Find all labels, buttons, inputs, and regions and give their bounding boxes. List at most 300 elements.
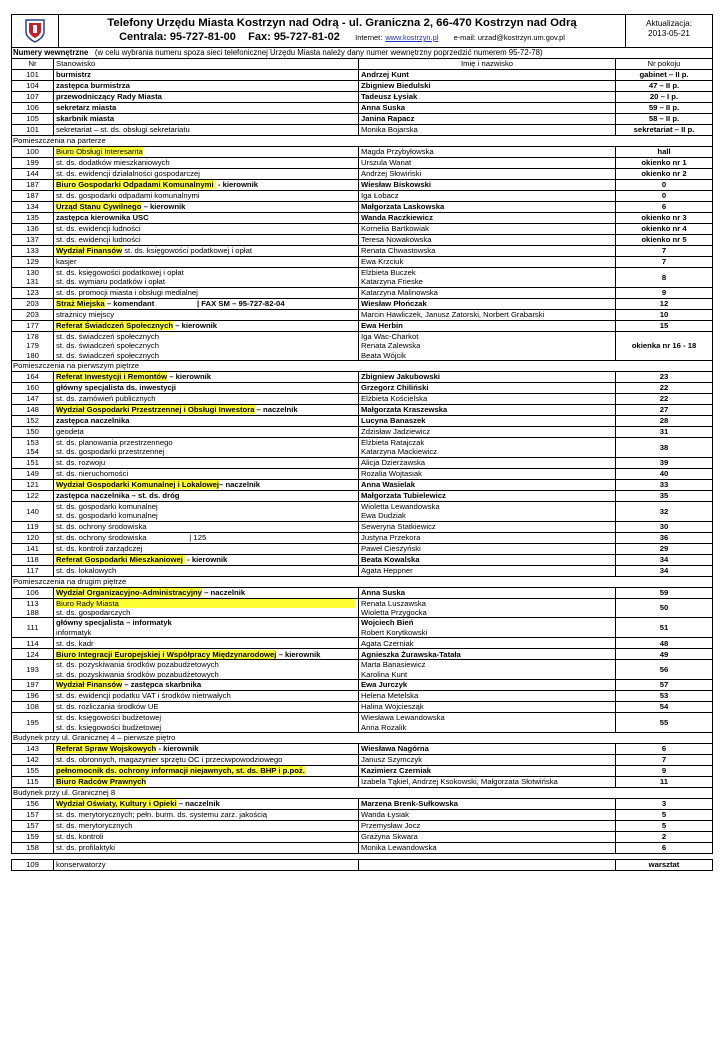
person-name: Wiesław Płończak xyxy=(361,299,427,309)
position-text: st. ds. świadczeń społecznych xyxy=(56,341,159,351)
row-position xyxy=(54,287,359,298)
row-position xyxy=(54,501,359,521)
row-room: 5 xyxy=(616,809,713,820)
row-room: 27 xyxy=(616,405,713,416)
row-person xyxy=(359,638,616,649)
extension-number: 143 xyxy=(26,744,39,754)
position-text: st. ds. księgowości podatkowej i opłat xyxy=(56,268,184,277)
row-room: 34 xyxy=(616,554,713,565)
row-room: okienko nr 4 xyxy=(616,224,713,235)
extension-number: 149 xyxy=(26,469,39,479)
row-number xyxy=(12,169,54,180)
position-text: st. ds. ewidencji ludności xyxy=(56,224,141,234)
position-text: – kierownik xyxy=(141,202,186,212)
row-position xyxy=(54,331,359,360)
row-position xyxy=(54,598,359,618)
position-text: st. ds. zamówień publicznych xyxy=(56,394,156,404)
extension-number: 195 xyxy=(26,717,39,727)
extension-number: 129 xyxy=(26,257,39,267)
extension-number: 188 xyxy=(26,608,39,618)
extension-number: 178 xyxy=(26,331,39,341)
row-room: 11 xyxy=(616,776,713,787)
person-name: Wanda Raczkiewicz xyxy=(361,213,433,223)
row-position xyxy=(54,246,359,257)
row-position xyxy=(54,820,359,831)
row-number xyxy=(12,713,54,733)
row-room: 55 xyxy=(616,713,713,733)
table-row xyxy=(12,235,713,246)
person-name: Agata Heppner xyxy=(361,565,413,575)
row-room: 2 xyxy=(616,831,713,842)
table-row xyxy=(12,202,713,213)
row-position xyxy=(54,754,359,765)
row-person xyxy=(359,191,616,202)
row-person xyxy=(359,660,616,680)
position-text: st. ds. kontroli xyxy=(56,832,104,842)
row-number xyxy=(12,103,54,114)
extension-number: 106 xyxy=(26,103,39,113)
extension-number: 203 xyxy=(26,310,39,320)
extension-number: 199 xyxy=(26,158,39,168)
table-row xyxy=(12,798,713,809)
row-number xyxy=(12,776,54,787)
table-row xyxy=(12,383,713,394)
header-title: Telefony Urzędu Miasta Kostrzyn nad Odrą - ul. Graniczna 2, 66-470 Kostrzyn nad Odrą xyxy=(107,17,577,29)
person-name: Elżbieta Kościelska xyxy=(361,394,428,404)
row-room: 32 xyxy=(616,501,713,521)
row-position xyxy=(54,743,359,754)
extension-number: 113 xyxy=(26,598,39,608)
person-name: Iga Wac-Charkot xyxy=(361,331,419,341)
centrala-number: Centrala: 95-727-81-00 xyxy=(119,31,236,43)
row-person xyxy=(359,287,616,298)
table-row xyxy=(12,820,713,831)
person-name: Marta Banasiewicz xyxy=(361,660,426,670)
position-text: sekretarz miasta xyxy=(56,103,117,113)
row-number xyxy=(12,438,54,458)
extension-number: 107 xyxy=(26,92,39,102)
extension-number: 193 xyxy=(26,664,39,674)
row-number xyxy=(12,81,54,92)
position-text: – komendant | FAX SM – 95-727-82-04 xyxy=(104,299,285,309)
row-position xyxy=(54,618,359,638)
row-position xyxy=(54,180,359,191)
row-person xyxy=(359,92,616,103)
person-name: Zbigniew Biedulski xyxy=(361,81,431,91)
person-name: Elżbieta Buczek xyxy=(361,268,416,277)
position-text: Biuro Obsługi Interesanta xyxy=(56,147,143,157)
row-number xyxy=(12,92,54,103)
table-row xyxy=(12,372,713,383)
row-room: 0 xyxy=(616,191,713,202)
email-address: e-mail: urzad@kostrzyn.um.gov.pl xyxy=(453,33,565,42)
person-name: Halina Wojciesząk xyxy=(361,702,424,712)
person-name: Marcin Hawliczek, Janusz Zatorski, Norbert Grabarski xyxy=(361,310,545,320)
row-person xyxy=(359,468,616,479)
row-person xyxy=(359,213,616,224)
table-row xyxy=(12,427,713,438)
intro-note xyxy=(11,48,713,58)
row-position xyxy=(54,394,359,405)
row-number xyxy=(12,543,54,554)
row-position xyxy=(54,587,359,598)
position-text: strażnicy miejscy xyxy=(56,310,115,320)
extension-number: 180 xyxy=(26,350,39,360)
row-room: 40 xyxy=(616,468,713,479)
row-position xyxy=(54,809,359,820)
table-row xyxy=(12,394,713,405)
table-row xyxy=(12,859,713,870)
person-name: Anna Rozalik xyxy=(361,722,407,732)
table-row xyxy=(12,660,713,680)
row-number xyxy=(12,309,54,320)
table-row xyxy=(12,598,713,618)
row-position xyxy=(54,565,359,576)
person-name: Elżbieta Ratajczak xyxy=(361,438,425,448)
person-name: Teresa Nowakowska xyxy=(361,235,432,245)
update-date: 2013-05-21 xyxy=(648,29,690,38)
row-person xyxy=(359,224,616,235)
table-row xyxy=(12,70,713,81)
extension-number: 152 xyxy=(26,416,39,426)
person-name: Lucyna Banaszek xyxy=(361,416,426,426)
row-room: 59 – II p. xyxy=(616,103,713,114)
row-person xyxy=(359,246,616,257)
row-position xyxy=(54,798,359,809)
col-nr: Nr xyxy=(12,59,54,70)
row-number xyxy=(12,394,54,405)
row-number xyxy=(12,246,54,257)
row-position xyxy=(54,309,359,320)
table-row xyxy=(12,331,713,360)
position-text: st. ds. merytorycznych; pełn. burm. ds. systemu zarz. jakością xyxy=(56,810,268,820)
row-person xyxy=(359,331,616,360)
position-text: kasjer xyxy=(56,257,77,267)
extension-number: 197 xyxy=(26,680,39,690)
row-number xyxy=(12,383,54,394)
row-person xyxy=(359,831,616,842)
row-person xyxy=(359,820,616,831)
table-row xyxy=(12,320,713,331)
row-person xyxy=(359,114,616,125)
row-number xyxy=(12,565,54,576)
person-name: Przemysław Jocz xyxy=(361,821,421,831)
position-text: st. ds. gospodarki komunalnej xyxy=(56,511,158,521)
row-position xyxy=(54,257,359,268)
row-position xyxy=(54,638,359,649)
position-text: Wydział Oświaty, Kultury i Opieki xyxy=(56,799,177,809)
position-text: st. ds. ochrony środowiska xyxy=(56,521,147,531)
row-number xyxy=(12,180,54,191)
position-text: – naczelnik xyxy=(254,405,298,415)
position-text: Biuro Radców Prawnych xyxy=(56,777,147,787)
row-position xyxy=(54,532,359,543)
extension-number: 114 xyxy=(26,638,39,648)
section-row xyxy=(12,361,713,372)
table-row xyxy=(12,691,713,702)
row-position xyxy=(54,213,359,224)
person-name: Renata Zalewska xyxy=(361,341,421,351)
row-number xyxy=(12,842,54,853)
row-room: 47 – II p. xyxy=(616,81,713,92)
table-row xyxy=(12,191,713,202)
table-row xyxy=(12,831,713,842)
extension-number: 115 xyxy=(26,777,39,787)
row-position xyxy=(54,92,359,103)
position-text: zastępca naczelnika – st. ds. dróg xyxy=(56,491,180,501)
row-number xyxy=(12,554,54,565)
row-room: 34 xyxy=(616,565,713,576)
person-name: Zbigniew Jakubowski xyxy=(361,372,441,382)
person-name: Agata Czerniak xyxy=(361,638,414,648)
row-number xyxy=(12,331,54,360)
extension-number: 164 xyxy=(26,372,39,382)
row-person xyxy=(359,809,616,820)
person-name: Wiesław Biskowski xyxy=(361,180,432,190)
person-name: Anna Suska xyxy=(361,587,406,597)
position-text: st. ds. lokalowych xyxy=(56,565,117,575)
position-text: główny specjalista – informatyk xyxy=(56,618,172,628)
position-text: st. ds. rozwoju xyxy=(56,458,106,468)
row-number xyxy=(12,809,54,820)
person-name: Urszula Wanat xyxy=(361,158,412,168)
person-name: Andrzej Kunt xyxy=(361,70,409,80)
person-name: Janusz Szymczyk xyxy=(361,755,423,765)
row-room: 12 xyxy=(616,298,713,309)
extension-number: 135 xyxy=(26,213,39,223)
extension-number: 157 xyxy=(26,821,39,831)
extension-number: 141 xyxy=(26,543,39,553)
person-name: Beata Kowalska xyxy=(361,554,420,564)
table-row xyxy=(12,554,713,565)
table-row xyxy=(12,702,713,713)
row-person xyxy=(359,169,616,180)
row-position xyxy=(54,702,359,713)
row-position xyxy=(54,713,359,733)
row-person xyxy=(359,765,616,776)
table-row xyxy=(12,543,713,554)
person-name: Iga Łobacz xyxy=(361,191,399,201)
section-title: Pomieszczenia na drugim piętrze xyxy=(12,576,713,587)
position-text: st. ds. ewidencji działalności gospodarczej xyxy=(56,169,201,179)
row-position xyxy=(54,543,359,554)
row-room: 56 xyxy=(616,660,713,680)
position-text: st. ds. gospodarki komunalnej xyxy=(56,501,158,511)
row-number xyxy=(12,765,54,776)
table-row xyxy=(12,754,713,765)
table-row xyxy=(12,776,713,787)
position-text: st. ds. dodatków mieszkaniowych xyxy=(56,158,170,168)
row-room: 9 xyxy=(616,287,713,298)
position-text: st. ds. kadr xyxy=(56,638,94,648)
row-room: 6 xyxy=(616,842,713,853)
extension-number: 144 xyxy=(26,169,39,179)
row-person xyxy=(359,158,616,169)
extension-number: 187 xyxy=(26,180,39,190)
row-position xyxy=(54,842,359,853)
extension-number: 124 xyxy=(26,649,39,659)
position-text: st. ds. gospodarki odpadami komunalnymi xyxy=(56,191,200,201)
extension-number: 156 xyxy=(26,799,39,809)
row-number xyxy=(12,427,54,438)
directory-table xyxy=(11,58,713,854)
row-position xyxy=(54,114,359,125)
row-person xyxy=(359,680,616,691)
person-name: Seweryna Statkiewicz xyxy=(361,521,436,531)
row-person xyxy=(359,691,616,702)
row-person xyxy=(359,147,616,158)
position-text: skarbnik miasta xyxy=(56,114,115,124)
table-row xyxy=(12,147,713,158)
extension-number: 157 xyxy=(26,810,39,820)
person-name: Ewa Herbin xyxy=(361,321,403,331)
row-person xyxy=(359,776,616,787)
row-number xyxy=(12,660,54,680)
person-name: Paweł Cieszyński xyxy=(361,543,421,553)
row-number xyxy=(12,691,54,702)
row-number xyxy=(12,479,54,490)
row-number xyxy=(12,743,54,754)
person-name: Katarzyna Mackiewicz xyxy=(361,447,438,457)
row-room: 22 xyxy=(616,383,713,394)
row-position xyxy=(54,680,359,691)
person-name: Kornelia Bartkowiak xyxy=(361,224,429,234)
position-text: Biuro Rady Miasta xyxy=(56,599,356,608)
row-person xyxy=(359,554,616,565)
row-person xyxy=(359,438,616,458)
extension-number: 177 xyxy=(26,321,39,331)
row-position xyxy=(54,416,359,427)
extension-number: 100 xyxy=(26,147,39,157)
table-row xyxy=(12,842,713,853)
city-crest-icon xyxy=(12,15,59,47)
extension-number: 136 xyxy=(26,224,39,234)
table-row xyxy=(12,180,713,191)
row-position xyxy=(54,490,359,501)
row-person xyxy=(359,490,616,501)
row-position xyxy=(54,479,359,490)
position-text: Wydział Finansów xyxy=(56,680,123,690)
row-position xyxy=(54,660,359,680)
row-position xyxy=(54,298,359,309)
row-room: okienka nr 16 - 18 xyxy=(616,331,713,360)
row-person xyxy=(359,587,616,598)
row-person xyxy=(359,427,616,438)
table-row xyxy=(12,565,713,576)
row-position xyxy=(54,81,359,92)
position-text: zastępca kierownika USC xyxy=(56,213,149,223)
extension-number: 122 xyxy=(26,491,39,501)
row-room: 6 xyxy=(616,202,713,213)
row-number xyxy=(12,416,54,427)
row-position xyxy=(54,103,359,114)
row-position xyxy=(54,521,359,532)
row-position xyxy=(54,468,359,479)
position-text: sekretariat – st. ds. obsługi sekretariatu xyxy=(56,125,190,135)
position-text: st. ds. merytorycznych xyxy=(56,821,133,831)
row-person xyxy=(359,618,616,638)
extension-number: 140 xyxy=(26,506,39,516)
row-room: 35 xyxy=(616,490,713,501)
table-row xyxy=(12,587,713,598)
row-room: sekretariat – II p. xyxy=(616,125,713,136)
position-text: st. ds. pozyskiwania środków pozabudżetowych xyxy=(56,669,219,679)
person-name: Robert Korytkowski xyxy=(361,627,428,637)
table-row xyxy=(12,479,713,490)
row-number xyxy=(12,268,54,288)
table-row xyxy=(12,532,713,543)
person-name: Karolina Kunt xyxy=(361,669,408,679)
row-position xyxy=(54,776,359,787)
workshop-table xyxy=(11,859,713,871)
section-title: Budynek przy ul. Granicznej 4 – pierwsze piętro xyxy=(12,732,713,743)
extension-number: 120 xyxy=(26,532,39,542)
row-room: 59 xyxy=(616,587,713,598)
row-position xyxy=(54,831,359,842)
row-number xyxy=(12,70,54,81)
position-text: st. ds. świadczeń społecznych xyxy=(56,350,159,360)
position-text: zastępca burmistrza xyxy=(56,81,130,91)
row-number xyxy=(12,490,54,501)
extension-number: 150 xyxy=(26,427,39,437)
person-name: Marzena Brenk-Sułkowska xyxy=(361,799,458,809)
table-row xyxy=(12,257,713,268)
position-text: st. ds. obronnych, magazynier sprzętu OC i przeciwpowodziowego xyxy=(56,755,283,765)
table-row xyxy=(12,169,713,180)
position-text: – zastępca skarbnika xyxy=(122,680,202,690)
row-number xyxy=(12,114,54,125)
position-text: st. ds. księgowości budżetowej xyxy=(56,722,162,732)
row-number xyxy=(12,213,54,224)
table-row xyxy=(12,638,713,649)
table-row xyxy=(12,287,713,298)
person-name: Izabela Tąkiel, Andrzej Ksokowski, Małgorzata Słotwińska xyxy=(361,777,558,787)
extension-number: 147 xyxy=(26,394,39,404)
extension-number: 158 xyxy=(26,843,39,853)
row-room: hall xyxy=(616,147,713,158)
table-row xyxy=(12,125,713,136)
position-text: st. ds. promocji miasta i obsługi medialnej xyxy=(56,288,198,298)
person-name: Andrzej Słowiński xyxy=(361,169,422,179)
extension-number: 155 xyxy=(26,766,39,776)
person-name: Małgorzata Laskowska xyxy=(361,202,445,212)
row-position xyxy=(54,158,359,169)
row-room: 54 xyxy=(616,702,713,713)
position-text: Referat Gospodarki Mieszkaniowej xyxy=(56,554,186,564)
row-person xyxy=(359,309,616,320)
row-room: 22 xyxy=(616,394,713,405)
person-name: Magda Przybyłowska xyxy=(361,147,434,157)
person-name: Rozalia Wojtasiak xyxy=(361,469,422,479)
table-row xyxy=(12,743,713,754)
table-row xyxy=(12,309,713,320)
extension-number: 118 xyxy=(26,554,39,564)
position-text: przewodniczący Rady Miasta xyxy=(56,92,162,102)
row-person xyxy=(359,416,616,427)
extension-number: 148 xyxy=(26,405,39,415)
row-room: warsztat xyxy=(616,859,713,870)
row-room: 8 xyxy=(616,268,713,288)
table-row xyxy=(12,457,713,468)
position-text: st. ds. wymiaru podatków i opłat xyxy=(56,277,165,287)
row-position: konserwatorzy xyxy=(54,859,359,870)
website-link[interactable]: www.kostrzyn.pl xyxy=(385,33,439,42)
row-number xyxy=(12,532,54,543)
row-number xyxy=(12,224,54,235)
row-room: 7 xyxy=(616,257,713,268)
row-room: 57 xyxy=(616,680,713,691)
extension-number: 104 xyxy=(26,81,39,91)
